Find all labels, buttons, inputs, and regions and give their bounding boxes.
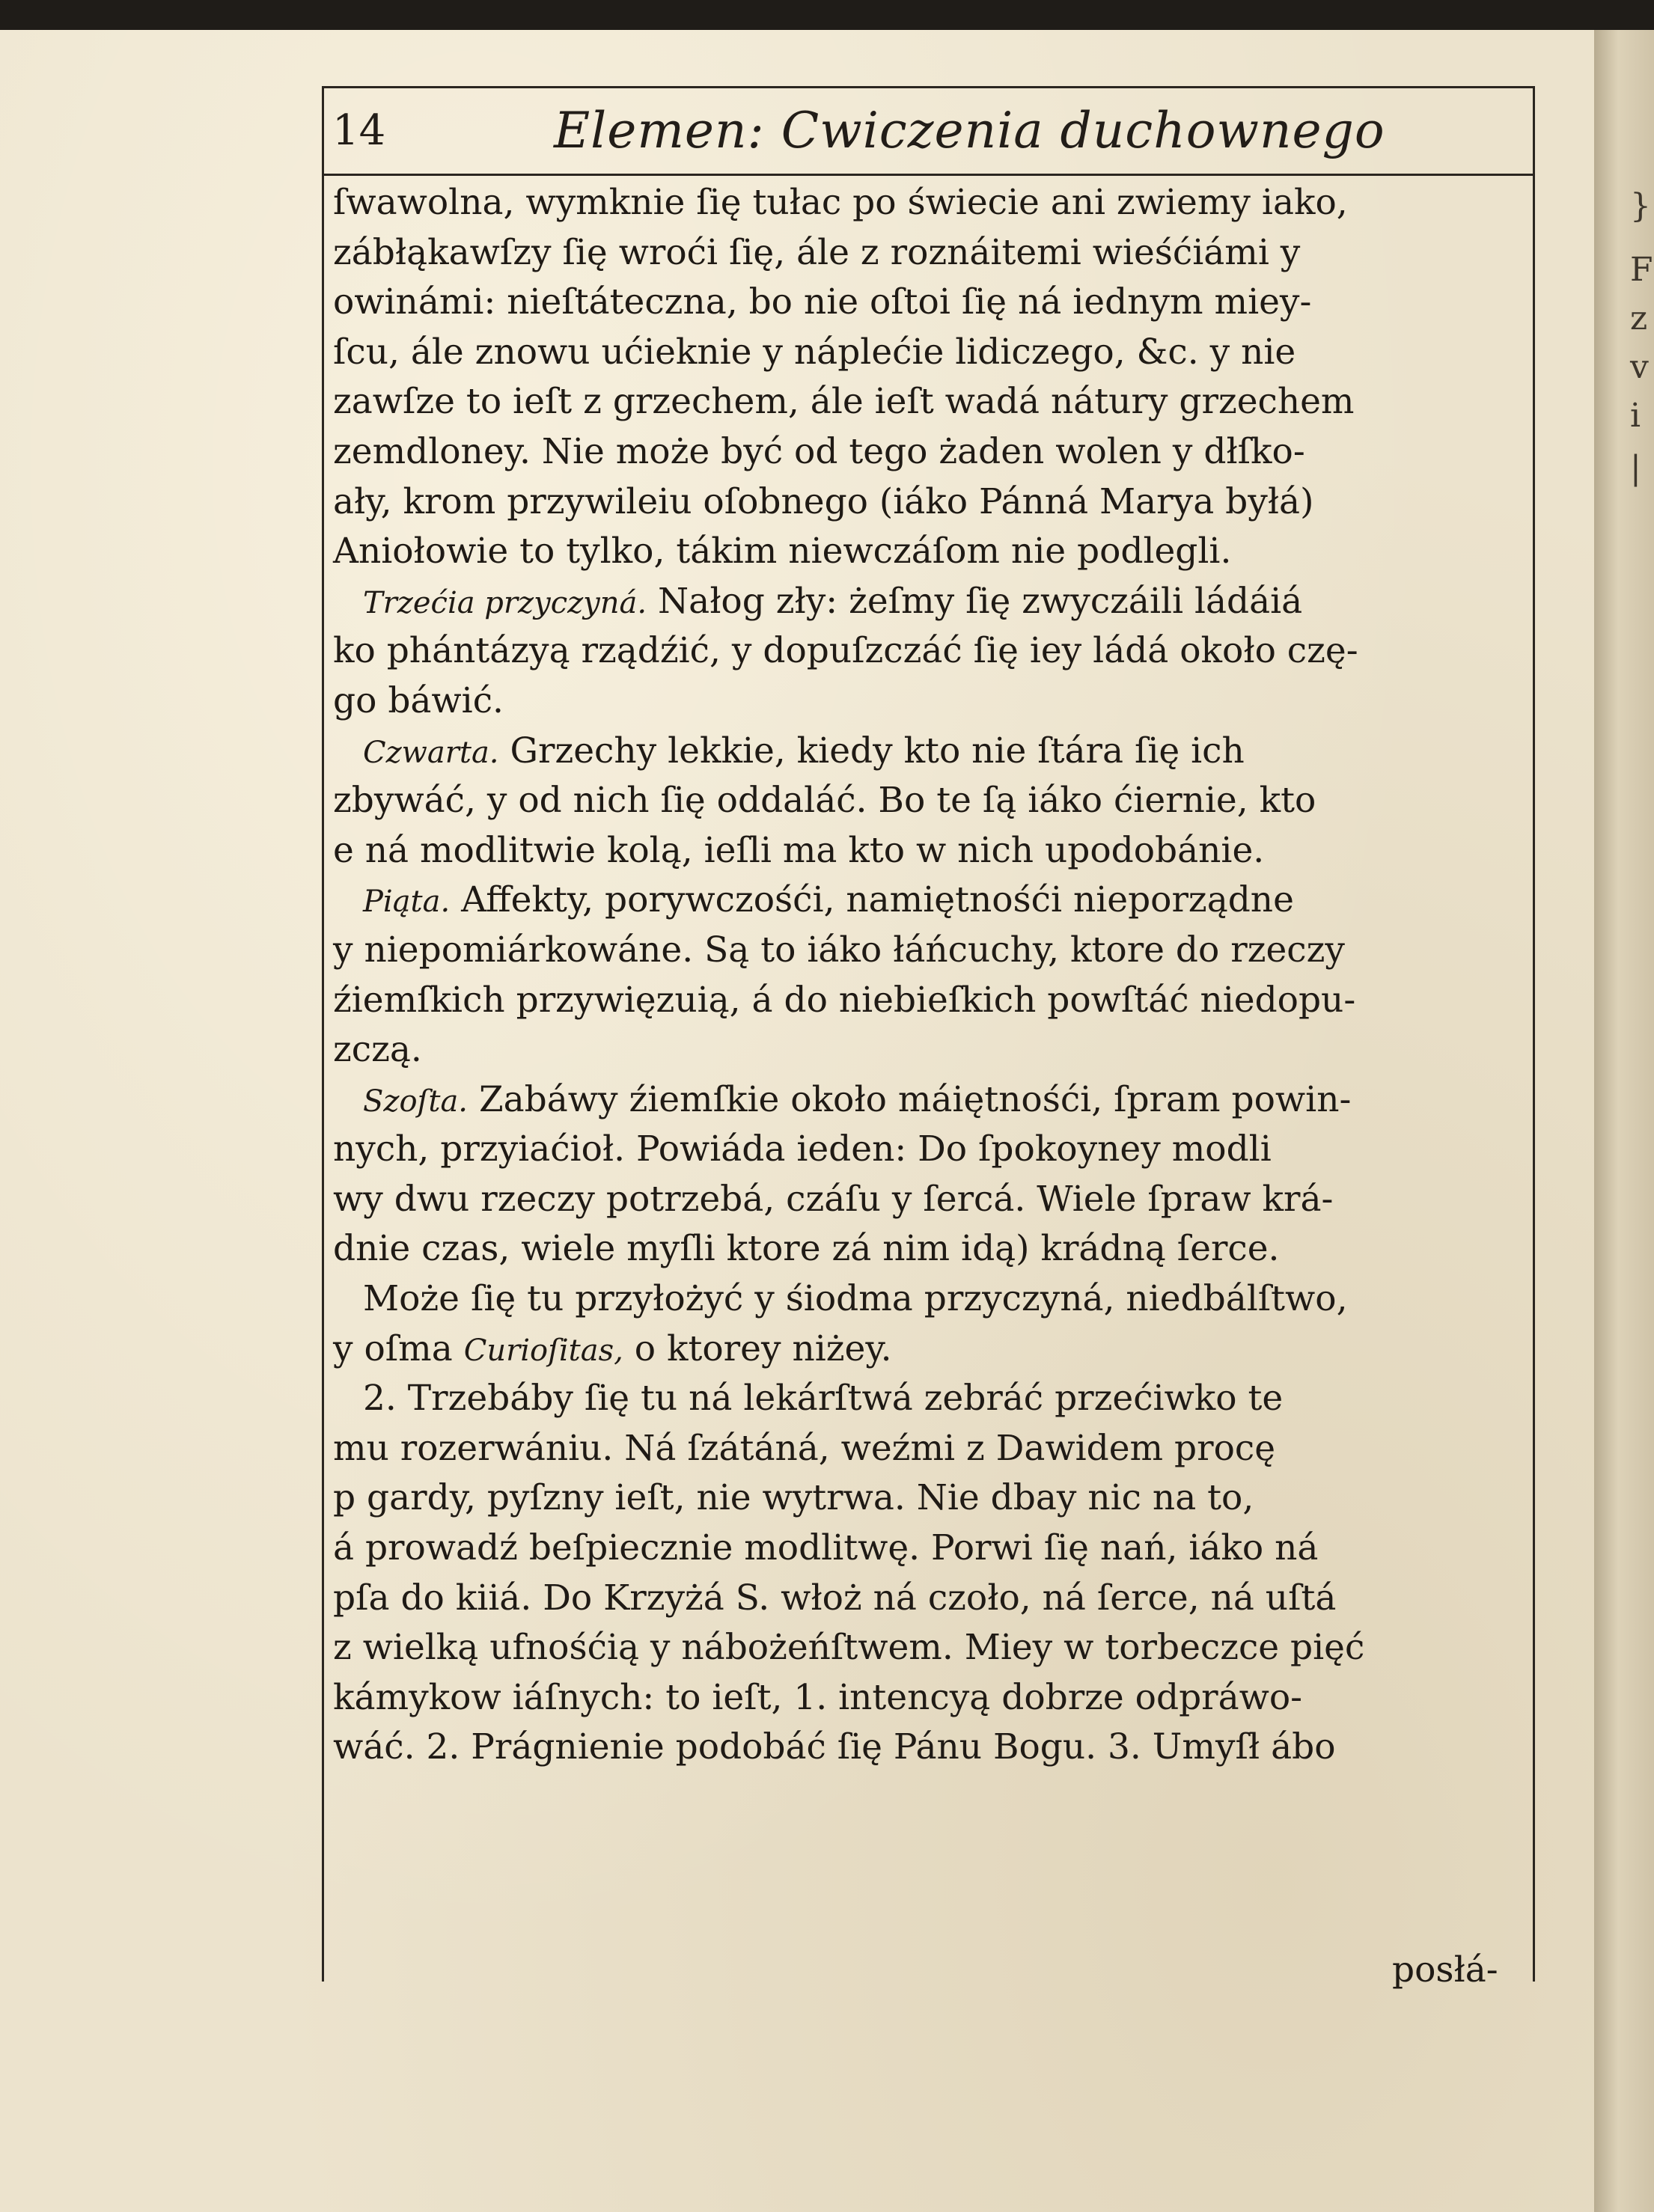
- text-line: [333, 1574, 1523, 1624]
- running-head-rule: [322, 174, 1533, 176]
- text-line: [333, 1473, 1523, 1524]
- text-line: [333, 1524, 1523, 1574]
- italic-label: Szoſta.: [363, 1084, 468, 1119]
- text-line: [333, 178, 1523, 228]
- text-run: o ktorey niżey.: [623, 1327, 892, 1369]
- text-run: go báwić.: [333, 679, 504, 721]
- text-line: [333, 1623, 1523, 1673]
- text-run: Grzechy lekkie, kiedy kto nie ſtára ſię ich: [498, 730, 1245, 772]
- text-run: Aniołowie to tylko, tákim niewczáſom nie podlegli.: [333, 531, 1232, 572]
- text-run: y niepomiárkowáne. Są to iáko łáńcuchy, ktore do rzeczy: [333, 929, 1345, 971]
- text-run: Zabáwy źiemſkie około máiętnośći, ſpram powin-: [468, 1078, 1352, 1120]
- margin-glyph: F: [1630, 251, 1653, 289]
- text-run: y oſma: [333, 1327, 464, 1369]
- text-run: zemdloney. Nie może być od tego żaden wolen y dłſko-: [333, 430, 1305, 472]
- text-line: [333, 228, 1523, 278]
- text-run: źiemſkich przywięzuią, á do niebieſkich powſtáć niedopu-: [333, 979, 1356, 1021]
- text-line: [333, 1274, 1523, 1325]
- body-text: [333, 178, 1523, 1773]
- text-line: [333, 1673, 1523, 1723]
- text-run: p gardy, pyſzny ieſt, nie wytrwa. Nie dbay nic na to,: [333, 1477, 1254, 1519]
- text-run: nych, przyiaćioł. Powiáda ieden: Do ſpokoyney modli: [333, 1128, 1272, 1170]
- text-line: [333, 676, 1523, 727]
- text-line: [333, 776, 1523, 826]
- text-line: [333, 278, 1523, 328]
- text-run: Affekty, porywczośći, namiętnośći nieporządne: [450, 879, 1294, 921]
- catchword: posłá-: [1392, 1949, 1498, 1991]
- text-line: [333, 477, 1523, 528]
- text-run: ſwawolna, wymknie ſię tułac po świecie ani zwiemy iako,: [333, 182, 1348, 223]
- text-line: [333, 876, 1523, 926]
- text-run: ko phántázyą rządźić, y dopuſzczáć ſię iey ládá około czę-: [333, 630, 1358, 672]
- text-line: [333, 727, 1523, 777]
- italic-label: Piąta.: [363, 885, 451, 920]
- margin-glyph: z: [1630, 299, 1648, 337]
- text-run: z wielką ufnośćią y nábożeńſtwem. Miey w torbeczce pięć: [333, 1627, 1365, 1669]
- text-run: zbywáć, y od nich ſię oddaláć. Bo te ſą iáko ćiernie, kto: [333, 780, 1316, 822]
- text-line: [333, 1175, 1523, 1225]
- text-run: 2. Trzebáby ſię tu ná lekárſtwá zebráć przećiwko te: [363, 1378, 1284, 1420]
- text-run: á prowadź beſpiecznie modlitwę. Porwi ſię nań, iáko ná: [333, 1527, 1319, 1569]
- text-run: wáć. 2. Prágnienie podobáć ſię Pánu Bogu. 3. Umyſł ábo: [333, 1726, 1336, 1768]
- text-line: [333, 826, 1523, 876]
- text-line: [333, 427, 1523, 477]
- running-head: [329, 96, 1527, 171]
- margin-glyph: v: [1630, 348, 1649, 386]
- text-line: [333, 328, 1523, 378]
- text-run: zábłąkawſzy ſię wroći ſię, ále z roznáitemi wieśćiámi y: [333, 231, 1301, 273]
- text-line: [333, 1374, 1523, 1424]
- text-line: [333, 1723, 1523, 1773]
- text-run: Nałog zły: żeſmy ſię zwyczáili ládáiá: [647, 580, 1303, 622]
- margin-glyph: |: [1630, 449, 1641, 487]
- text-line: [333, 1424, 1523, 1474]
- text-line: [333, 926, 1523, 976]
- text-line: [333, 377, 1523, 427]
- text-line: [333, 1125, 1523, 1175]
- facing-page-edge: [1594, 30, 1654, 2212]
- text-run: wy dwu rzeczy potrzebá, czáſu y ſercá. Wiele ſpraw krá-: [333, 1178, 1334, 1220]
- text-run: dnie czas, wiele myſli ktore zá nim idą) krádną ſerce.: [333, 1228, 1280, 1270]
- text-line: [333, 1025, 1523, 1075]
- margin-glyph: }: [1630, 187, 1651, 225]
- text-run: Może ſię tu przyłożyć y śiodma przyczyná, niedbálſtwo,: [363, 1278, 1348, 1320]
- text-run: zawſze to ieſt z grzechem, ále ieſt wadá nátury grzechem: [333, 381, 1355, 423]
- page-number: 14: [332, 106, 386, 155]
- running-head-title: Elemen: Cwiczenia duchownego: [554, 102, 1385, 159]
- text-line: [333, 1224, 1523, 1274]
- text-line: [333, 527, 1523, 577]
- italic-label: Curioſitas,: [463, 1333, 623, 1368]
- text-line: [333, 976, 1523, 1026]
- text-run: mu rozerwániu. Ná ſzátáná, weźmi z Dawidem procę: [333, 1427, 1276, 1469]
- text-line: [333, 626, 1523, 676]
- text-run: ſcu, ále znowu ućieknie y náplećie lidiczego, &c. y nie: [333, 331, 1296, 373]
- italic-label: Trzećia przyczyná.: [363, 585, 647, 620]
- text-run: kámykow iáſnych: to ieſt, 1. intencyą dobrze odpráwo-: [333, 1676, 1303, 1718]
- text-line: [333, 1325, 1523, 1375]
- text-run: pſa do kiiá. Do Krzyżá S. włoż ná czoło, ná ſerce, ná uſtá: [333, 1577, 1337, 1619]
- text-run: zczą.: [333, 1029, 422, 1071]
- text-line: [333, 1075, 1523, 1125]
- text-run: owinámi: nieſtáteczna, bo nie oſtoi ſię ná iednym miey-: [333, 281, 1312, 323]
- margin-glyph: i: [1630, 397, 1641, 435]
- text-run: e ná modlitwie kolą, ieſli ma kto w nich upodobánie.: [333, 829, 1265, 871]
- italic-label: Czwarta.: [363, 735, 499, 770]
- text-line: [333, 577, 1523, 627]
- text-run: ały, krom przywileiu oſobnego (iáko Pánná Marya byłá): [333, 480, 1314, 522]
